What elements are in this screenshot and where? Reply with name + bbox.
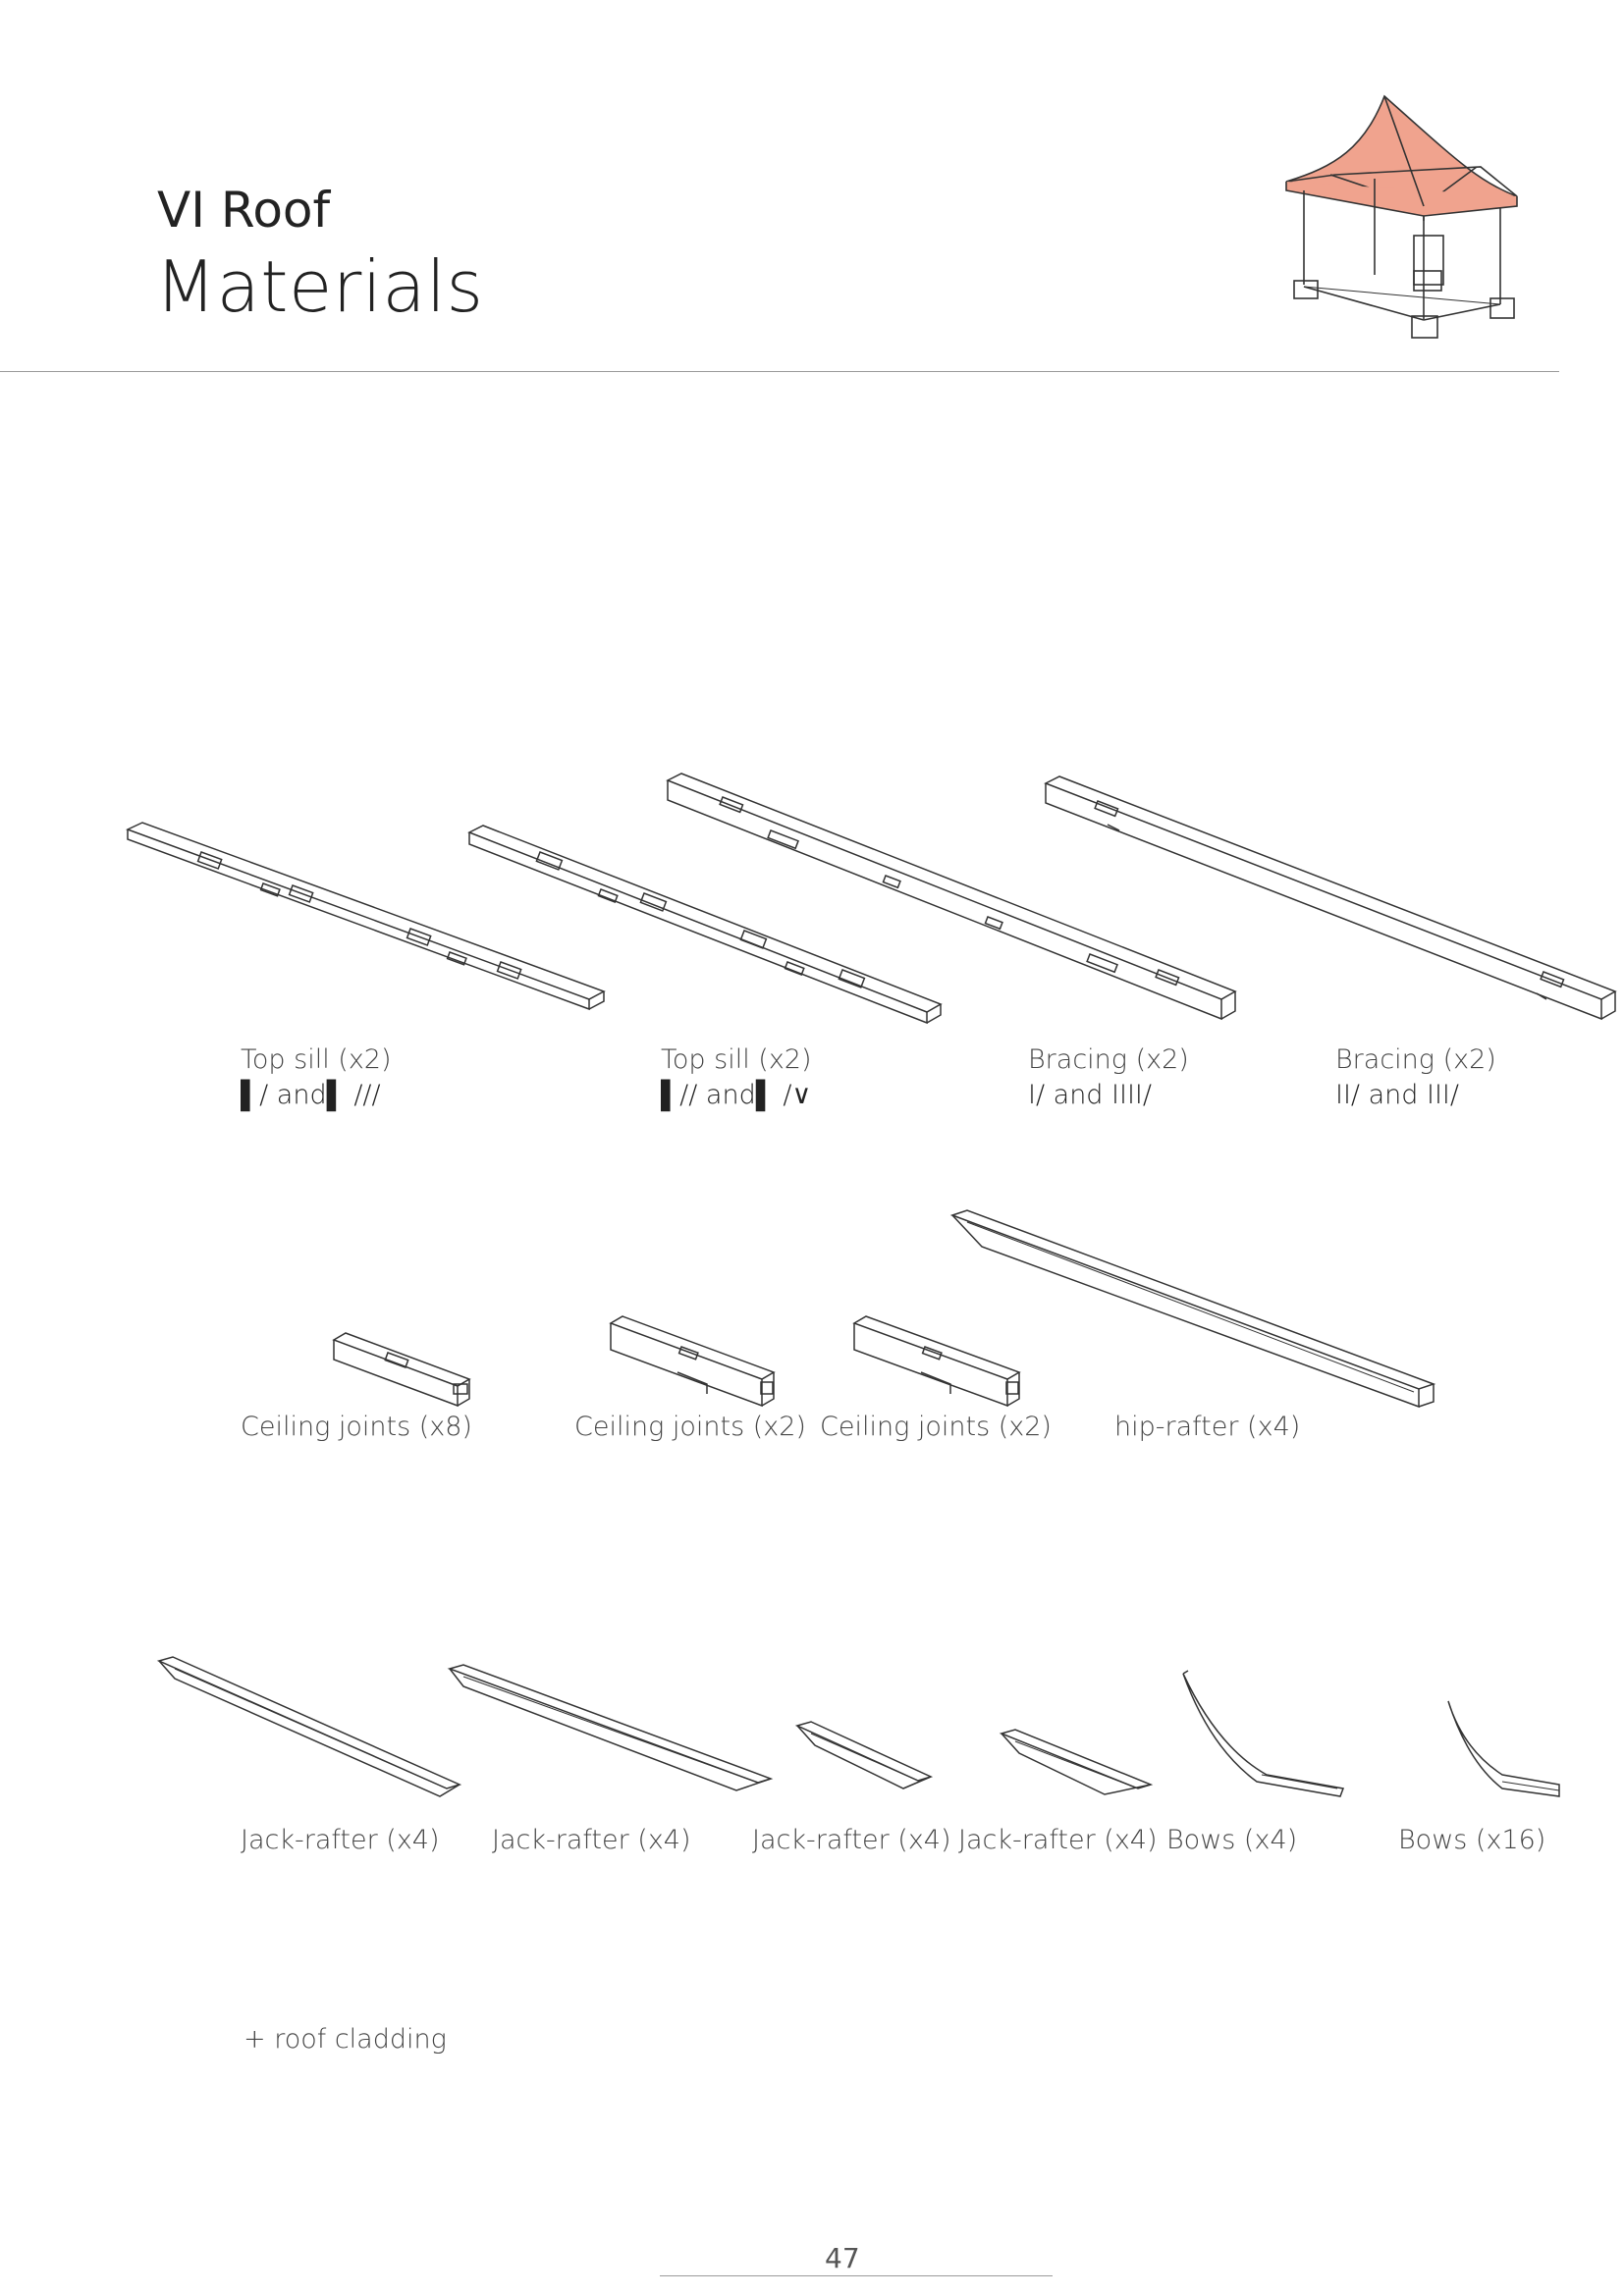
part-marks: ▌// and▌ /∨ [661,1080,812,1110]
ceiling-joint-c-drawing [854,1316,1019,1406]
section-title: VI Roof [157,182,331,239]
top-sill-b-drawing [469,826,941,1023]
top-sill-a-drawing [128,823,604,1009]
part-name: Top sill (x2) [241,1044,392,1075]
jack-rafter-a-drawing [159,1657,460,1796]
part-label [241,1042,392,1113]
part-name: Bows (x4) [1166,1825,1298,1855]
part-marks: II/ and III/ [1335,1080,1459,1110]
ceiling-joint-b-drawing [611,1316,774,1406]
part-name: Bracing (x2) [1028,1044,1189,1075]
part-marks: I/ and IIII/ [1028,1080,1152,1110]
part-name: Jack-rafter (x4) [241,1825,440,1855]
part-label [1335,1042,1496,1113]
roof-cladding-note: + roof cladding [244,2024,447,2055]
part-name: Ceiling joints (x2) [574,1412,806,1442]
hip-rafter-drawing [952,1210,1434,1407]
bow-b-drawing [1448,1701,1559,1796]
part-label [1028,1042,1189,1113]
ceiling-joint-a-drawing [334,1333,469,1406]
jack-rafter-b-drawing [450,1665,771,1790]
footer-divider [660,2275,1053,2276]
bracing-a-drawing [668,774,1235,1019]
part-name: Jack-rafter (x4) [492,1825,691,1855]
part-name: Ceiling joints (x8) [241,1412,472,1442]
part-name: Jack-rafter (x4) [752,1825,951,1855]
part-name: Ceiling joints (x2) [820,1412,1052,1442]
page-number: 47 [825,2242,860,2274]
part-name: Jack-rafter (x4) [958,1825,1158,1855]
jack-rafter-d-drawing [1001,1730,1151,1794]
part-name: Bows (x16) [1398,1825,1546,1855]
jack-rafter-c-drawing [797,1722,931,1789]
page-title: Materials [155,245,484,328]
part-label [661,1042,812,1113]
part-marks: ▌/ and▌ /// [241,1080,381,1110]
part-name: hip-rafter (x4) [1114,1412,1301,1442]
bow-a-drawing [1183,1671,1343,1796]
part-name: Bracing (x2) [1335,1044,1496,1075]
part-name: Top sill (x2) [661,1044,812,1075]
